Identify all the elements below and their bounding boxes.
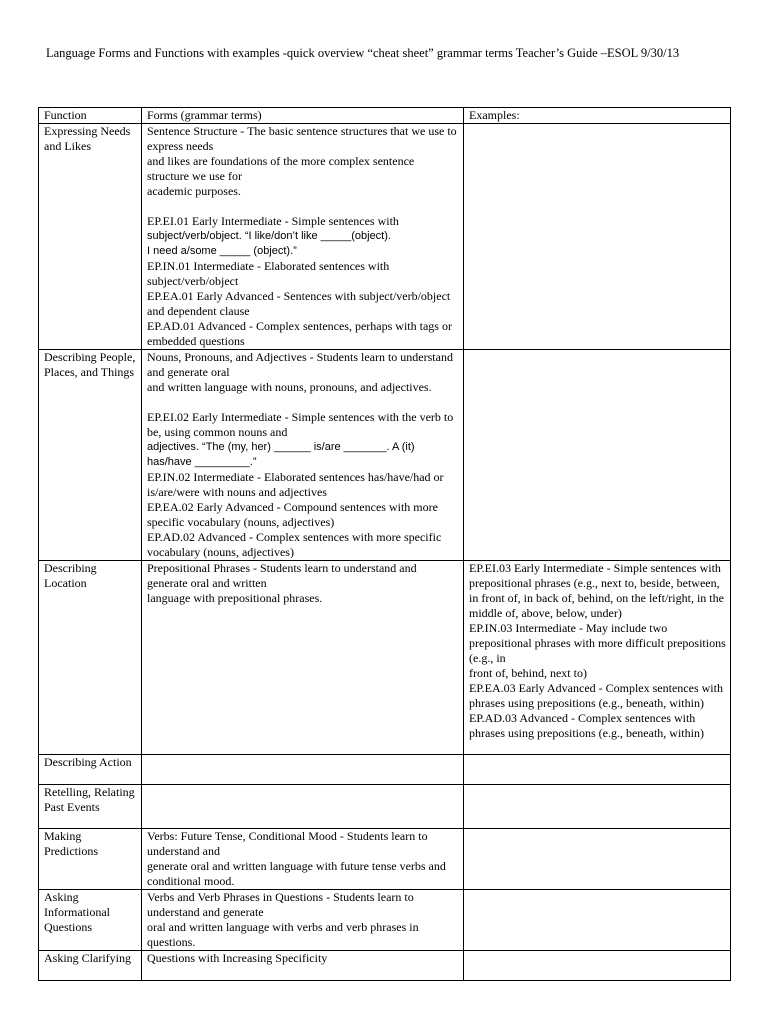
function-cell: Asking Clarifying <box>39 951 142 981</box>
examples-cell <box>464 890 731 951</box>
function-cell: Making Predictions <box>39 829 142 890</box>
forms-intro: Nouns, Pronouns, and Adjectives - Students learn to understand and generate oral and written language with nouns, pronouns, and adjectives. <box>147 350 453 394</box>
function-cell: Asking Informational Questions <box>39 890 142 951</box>
table-row <box>39 951 731 981</box>
forms-cell <box>142 124 464 350</box>
forms-ei-example: subject/verb/object. “I like/don’t like _____(object). <box>147 230 391 242</box>
forms-ei-example: I need a/some _____ (object).” <box>147 245 297 257</box>
forms-cell: Questions with Increasing Specificity <box>142 951 464 981</box>
function-cell: Retelling, Relating Past Events <box>39 785 142 829</box>
forms-ei-line: EP.EI.01 Early Intermediate - Simple sentences with <box>147 214 399 228</box>
examples-cell <box>464 350 731 561</box>
forms-cell <box>142 350 464 561</box>
forms-cell: Verbs: Future Tense, Conditional Mood - Students learn to understand and generate oral and written language with future tense verbs and conditional mood. <box>142 829 464 890</box>
forms-levels: EP.IN.01 Intermediate - Elaborated sentences with subject/verb/object EP.EA.01 Early Advanced - Sentences with subject/verb/object and dependent clause EP.AD.01 Advanced - Complex sentences, perhaps with tags or embedded questions <box>147 259 452 348</box>
function-cell: Expressing Needs and Likes <box>39 124 142 350</box>
forms-cell <box>142 755 464 785</box>
forms-levels: EP.IN.02 Intermediate - Elaborated sentences has/have/had or is/are/were with nouns and adjectives EP.EA.02 Early Advanced - Compound sentences with more specific vocabulary (nouns, adjectives) EP.AD.02 Advanced - Complex sentences with more specific vocabulary (nouns, adjectives) <box>147 470 444 559</box>
forms-functions-table <box>38 107 731 981</box>
examples-cell <box>464 951 731 981</box>
header-forms: Forms (grammar terms) <box>142 108 464 124</box>
table-row <box>39 124 731 350</box>
page-title: Language Forms and Functions with examples -quick overview “cheat sheet” grammar terms Teacher’s Guide –ESOL 9/30/13 <box>46 46 680 60</box>
forms-ei-example: has/have _________.” <box>147 456 257 468</box>
examples-cell: EP.EI.03 Early Intermediate - Simple sentences with prepositional phrases (e.g., next to, beside, between, in front of, in back of, behind, on the left/right, in the middle of, above, below, under) EP.IN.03 Intermediate - May include two prepositional phrases with more difficult prepositions (e.g., in front of, behind, next to) EP.EA.03 Early Advanced - Complex sentences with phrases using prepositions (e.g., beneath, within) EP.AD.03 Advanced - Complex sentences with phrases using prepositions (e.g., beneath, within) <box>464 561 731 755</box>
table-row <box>39 785 731 829</box>
header-function: Function <box>39 108 142 124</box>
forms-cell: Verbs and Verb Phrases in Questions - Students learn to understand and generate oral and written language with verbs and verb phrases in questions. <box>142 890 464 951</box>
function-cell: Describing Location <box>39 561 142 755</box>
table-row <box>39 350 731 561</box>
forms-ei-example: adjectives. “The (my, her) ______ is/are _______. A (it) <box>147 441 415 453</box>
forms-cell: Prepositional Phrases - Students learn to understand and generate oral and written language with prepositional phrases. <box>142 561 464 755</box>
table-row <box>39 561 731 755</box>
examples-cell <box>464 829 731 890</box>
forms-ei-line: EP.EI.02 Early Intermediate - Simple sentences with the verb to be, using common nouns and <box>147 410 454 439</box>
table-row <box>39 829 731 890</box>
examples-cell <box>464 785 731 829</box>
forms-intro: Sentence Structure - The basic sentence structures that we use to express needs and likes are foundations of the more complex sentence structure we use for academic purposes. <box>147 124 457 198</box>
table-row <box>39 755 731 785</box>
function-cell: Describing Action <box>39 755 142 785</box>
forms-cell <box>142 785 464 829</box>
table-header-row <box>39 108 731 124</box>
function-cell: Describing People, Places, and Things <box>39 350 142 561</box>
examples-cell <box>464 124 731 350</box>
header-examples: Examples: <box>464 108 731 124</box>
table-row <box>39 890 731 951</box>
examples-cell <box>464 755 731 785</box>
